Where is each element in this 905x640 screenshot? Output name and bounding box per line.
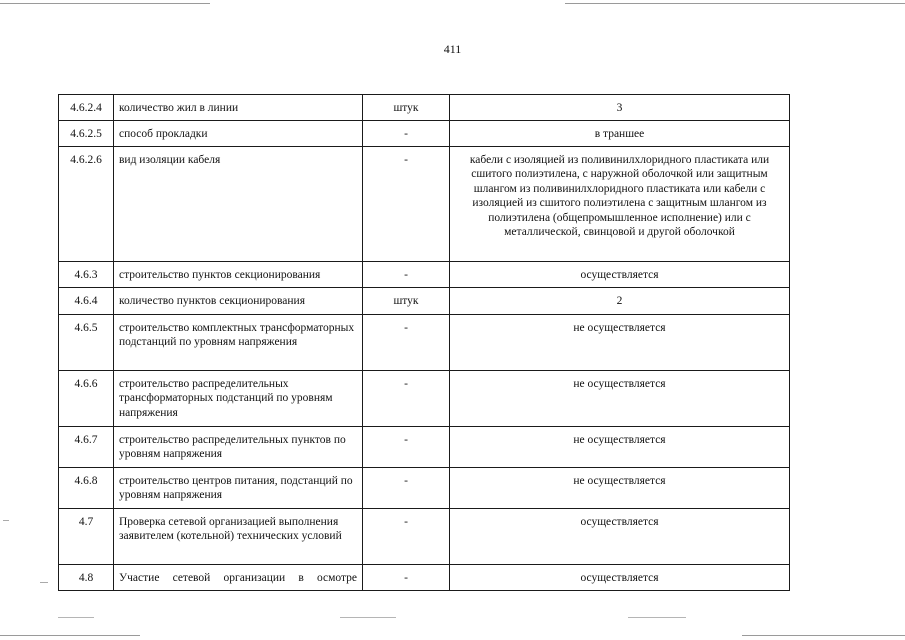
row-name: Проверка сетевой организацией выполнения заявителем (котельной) технических условий (114, 508, 363, 564)
row-unit: - (363, 261, 450, 287)
row-value: не осуществляется (450, 370, 790, 426)
table-row (59, 508, 790, 564)
table-row (59, 467, 790, 508)
row-value: осуществляется (450, 564, 790, 590)
row-name: строительство пунктов секционирования (114, 261, 363, 287)
spec-table (58, 94, 790, 591)
scan-speck (3, 520, 9, 521)
row-number: 4.6.2.6 (59, 146, 114, 261)
table-row (59, 564, 790, 590)
row-value: в траншее (450, 120, 790, 146)
row-number: 4.7 (59, 508, 114, 564)
row-value: не осуществляется (450, 426, 790, 467)
row-unit: штук (363, 95, 450, 121)
table-row (59, 314, 790, 370)
row-unit: - (363, 467, 450, 508)
row-name: количество жил в линии (114, 95, 363, 121)
row-name: строительство распределительных трансформаторных подстанций по уровням напряжения (114, 370, 363, 426)
row-value: осуществляется (450, 261, 790, 287)
row-unit: - (363, 314, 450, 370)
row-name: количество пунктов секционирования (114, 287, 363, 314)
scan-edge-bottom-left-long (0, 635, 140, 636)
row-name: строительство распределительных пунктов по уровням напряжения (114, 426, 363, 467)
scan-edge-bottom-left (58, 617, 94, 618)
row-name: строительство комплектных трансформаторных подстанций по уровням напряжения (114, 314, 363, 370)
scan-edge-top-left (0, 3, 210, 4)
scan-edge-bottom-mid (340, 617, 396, 618)
scan-edge-top-right (565, 3, 905, 4)
table-row (59, 146, 790, 261)
row-number: 4.6.2.5 (59, 120, 114, 146)
row-number: 4.6.2.4 (59, 95, 114, 121)
row-number: 4.8 (59, 564, 114, 590)
scan-edge-bottom-right-long (742, 635, 905, 636)
table-row (59, 261, 790, 287)
scan-speck (40, 582, 48, 583)
row-unit: - (363, 508, 450, 564)
row-name: Участие сетевой организации в осмотре (114, 564, 363, 590)
row-name: способ прокладки (114, 120, 363, 146)
table-row (59, 120, 790, 146)
row-number: 4.6.3 (59, 261, 114, 287)
row-unit: штук (363, 287, 450, 314)
row-number: 4.6.6 (59, 370, 114, 426)
page-number: 411 (443, 42, 462, 56)
table-row (59, 370, 790, 426)
row-unit: - (363, 426, 450, 467)
row-value: кабели с изоляцией из поливинилхлоридного пластиката или сшитого полиэтилена, с наружной оболочкой или защитным шлангом из поливинилхлоридного пластиката или кабели с изоляцией из сшитого полиэтилена с защитным шлангом из полиэтилена (общепромышленное исполнение) или с металлической, свинцовой и другой оболочкой (450, 146, 790, 261)
row-name: вид изоляции кабеля (114, 146, 363, 261)
row-value: не осуществляется (450, 314, 790, 370)
row-value: 2 (450, 287, 790, 314)
row-value: не осуществляется (450, 467, 790, 508)
table-row (59, 95, 790, 121)
row-number: 4.6.7 (59, 426, 114, 467)
row-number: 4.6.8 (59, 467, 114, 508)
row-unit: - (363, 370, 450, 426)
row-value: 3 (450, 95, 790, 121)
row-unit: - (363, 146, 450, 261)
table-row (59, 426, 790, 467)
row-number: 4.6.4 (59, 287, 114, 314)
table-row (59, 287, 790, 314)
row-value: осуществляется (450, 508, 790, 564)
row-name: строительство центров питания, подстанций по уровням напряжения (114, 467, 363, 508)
scan-edge-bottom-right (628, 617, 686, 618)
row-number: 4.6.5 (59, 314, 114, 370)
row-unit: - (363, 120, 450, 146)
row-unit: - (363, 564, 450, 590)
